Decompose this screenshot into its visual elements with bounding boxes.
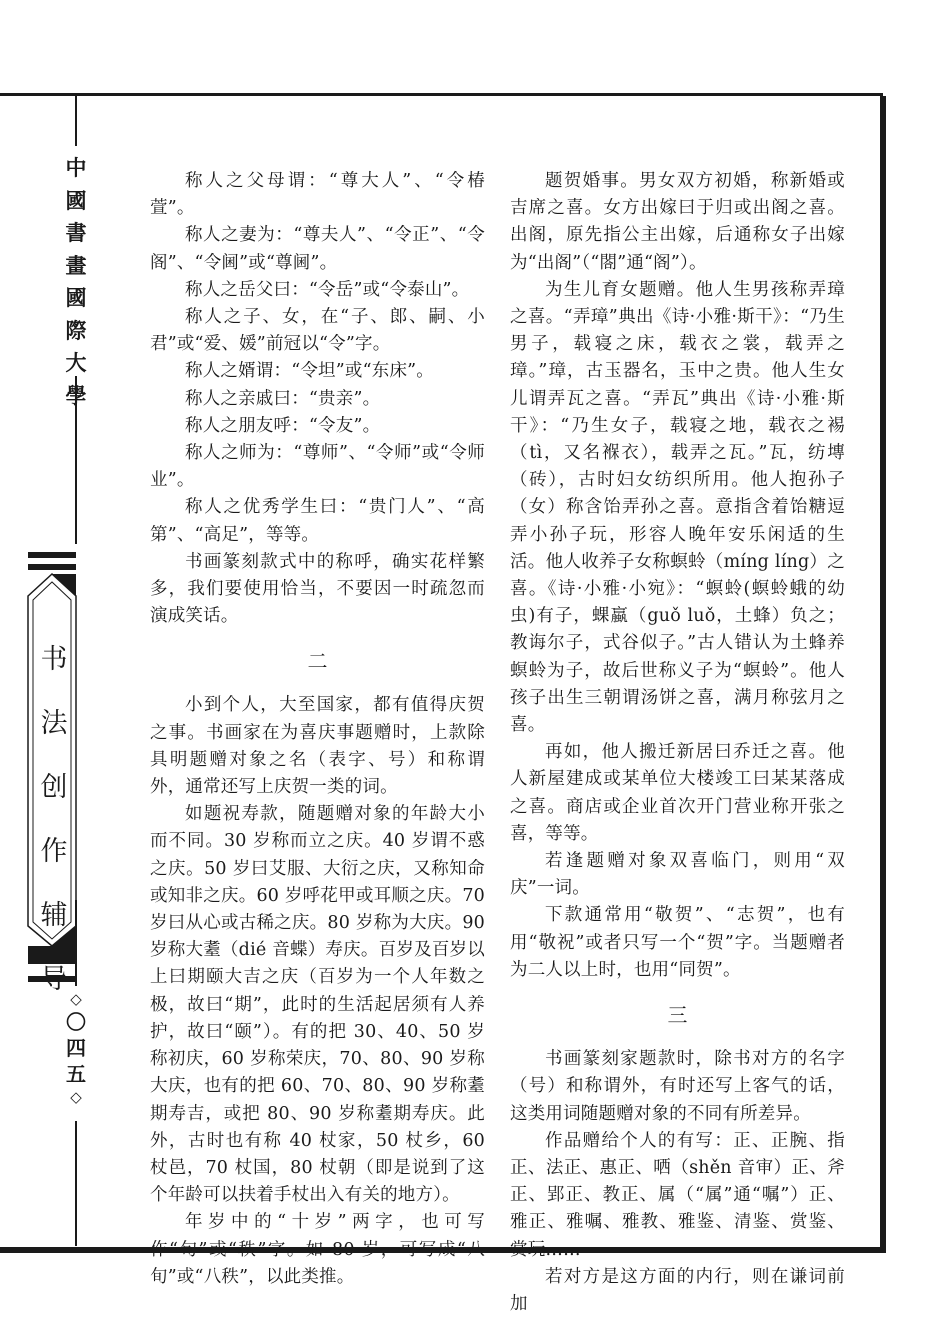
paragraph: 题贺婚事。男女双方初婚，称新婚或吉席之喜。女方出嫁曰于归或出阁之喜。出阁，原先指公主出嫁，后通称女子出嫁为“出阁”（“閤”通“阁”）。 — [510, 171, 845, 273]
book-title-char: 书 — [40, 644, 68, 675]
right-column — [510, 168, 845, 1318]
paragraph: 下款通常用“敬贺”、“志贺”，也有用“敬祝”或者只写一个“贺”字。当题赠者为二人以上时，也用“同贺”。 — [510, 905, 845, 980]
paragraph: 为生儿育女题赠。他人生男孩称弄璋之喜。“弄璋”典出《诗·小雅·斯干》：“乃生男子，载寝之床，载衣之裳，载弄之璋。”璋，古玉器名，玉中之贵。他人生女儿谓弄瓦之喜。“弄瓦”典出《诗·小雅·斯干》：“乃生女子，载寝之地，载衣之裼（tì，又名褓衣），载弄之瓦。”瓦，纺塼（砖），古时妇女纺织所用。他人抱孙子（女）称含饴弄孙之喜。意指含着饴糖逗弄小孙子玩，形容人晚年安乐闲适的生活。他人收养子女称螟蛉（míng líng）之喜。《诗·小雅·小宛》：“螟蛉(螟蛉蛾的幼虫)有子，蜾蠃（guǒ luǒ，土蜂）负之；教诲尔子，式谷似子。”古人错认为土蜂养螟蛉为子，故后世称义子为“螟蛉”。他人孩子出生三朝谓汤饼之喜，满月称弦月之喜。 — [510, 279, 845, 736]
publisher-char: 書 — [65, 220, 87, 245]
book-title-char: 法 — [40, 708, 68, 739]
book-title-char: 辅 — [40, 900, 68, 931]
paragraph: 书画篆刻款式中的称呼，确实花样繁多，我们要使用恰当，不要因一时疏忽而演成笑话。 — [150, 551, 485, 627]
book-title-cartouche — [22, 456, 132, 995]
paragraph: 作品赠给个人的有写：正、正腕、指正、法正、惠正、哂（shěn 音审）正、斧正、郢正、教正、属（“属”通“嘱”）正、雅正、雅嘱、雅教、雅鉴、清鉴、赏鉴、赏玩…… — [510, 1130, 845, 1260]
paragraph: 称人之岳父曰：“令岳”或“令泰山”。 — [185, 279, 470, 300]
paragraph: 称人之婿谓：“令坦”或“东床”。 — [185, 361, 434, 382]
publisher-char: 大 — [65, 350, 87, 375]
diamond-ornament: ◇ — [70, 990, 82, 1008]
left-column — [150, 168, 485, 1291]
paragraph: 称人之师为：“尊师”、“令师”或“令师业”。 — [150, 443, 485, 491]
paragraph: 若逢题赠对象双喜临门，则用“双庆”一词。 — [510, 851, 845, 899]
paragraph: 称人之妻为：“尊夫人”、“令正”、“令阁”、“令阃”或“尊阃”。 — [150, 225, 485, 273]
publisher-char: 中 — [65, 155, 87, 180]
paragraph: 年岁中的“十岁”两字，也可写作“旬”或“秩”字。如 80 岁，可写成“八旬”或“八秩”，以此类推。 — [150, 1212, 485, 1287]
sidebar-rule — [75, 96, 77, 146]
book-title-char: 导 — [40, 964, 68, 995]
page-number-char: 五 — [66, 1062, 86, 1086]
page-number — [62, 989, 90, 1107]
paragraph: 称人之父母谓：“尊大人”、“令椿萱”。 — [150, 171, 485, 219]
publisher-char: 際 — [65, 317, 87, 343]
publisher-char: 畫 — [65, 252, 87, 278]
sidebar — [22, 96, 132, 1246]
paragraph: 再如，他人搬迁新居曰乔迁之喜。他人新屋建成或某单位大楼竣工曰某某落成之喜。商店或企业首次开门营业称开张之喜，等等。 — [510, 742, 845, 844]
section-heading: 三 — [667, 1003, 688, 1028]
sidebar-rule — [75, 1121, 77, 1246]
paragraph: 称人之优秀学生曰：“贵门人”、“高第”、“高足”，等等。 — [150, 497, 485, 545]
paragraph: 小到个人，大至国家，都有值得庆贺之事。书画家在为喜庆事题赠时，上款除具明题赠对象之名（表字、号）和称谓外，通常还写上庆贺一类的词。 — [150, 695, 485, 798]
paragraph: 如题祝寿款，随题赠对象的年龄大小而不同。30 岁称而立之庆。40 岁谓不惑之庆。50 岁曰艾服、大衍之庆，又称知命或知非之庆。60 岁呼花甲或耳顺之庆。70 岁曰从心或古稀之庆。80 岁称为大庆。90 岁称大耋（dié 音蝶）寿庆。百岁及百岁以上曰期颐大吉之庆（百岁为一个人年数之极，故曰“期”，此时的生活起居须有人养护，故曰“颐”）。有的把 30、40、50 岁称初庆，60 岁称荣庆，70、80、90 岁称大庆，也有的把 60、70、80、90 岁称耋期寿吉，或把 80、90 岁称耋期寿庆。此外，古时也有称 40 杖家，50 杖乡，60 杖邑，70 杖国，80 杖朝（即是说到了这个年龄可以扶着手杖出入有关的地方）。 — [150, 804, 485, 1206]
book-title-char: 创 — [40, 772, 68, 803]
paragraph: 称人之子、女，在“子、郎、嗣、小君”或“爱、媛”前冠以“令”字。 — [150, 307, 485, 355]
page-number-char: 四 — [66, 1036, 86, 1060]
book-title-char: 作 — [40, 836, 68, 867]
paragraph: 称人之朋友呼：“令友”。 — [185, 415, 381, 436]
section-heading: 二 — [307, 649, 328, 674]
book-title — [34, 628, 74, 1012]
paragraph: 若对方是这方面的内行，则在谦词前加 — [510, 1266, 845, 1314]
diamond-ornament: ◇ — [70, 1088, 82, 1106]
publisher-char: 國 — [65, 285, 87, 310]
publisher-name — [62, 152, 90, 412]
paragraph: 称人之亲戚曰：“贵亲”。 — [185, 388, 381, 409]
publisher-char: 國 — [65, 187, 87, 213]
paragraph: 书画篆刻家题款时，除书对方的名字（号）和称谓外，有时还写上客气的话，这类用词随题赠对象的不同有所差异。 — [510, 1049, 845, 1124]
publisher-char: 學 — [65, 382, 87, 408]
page-number-char: 〇 — [66, 1010, 86, 1034]
